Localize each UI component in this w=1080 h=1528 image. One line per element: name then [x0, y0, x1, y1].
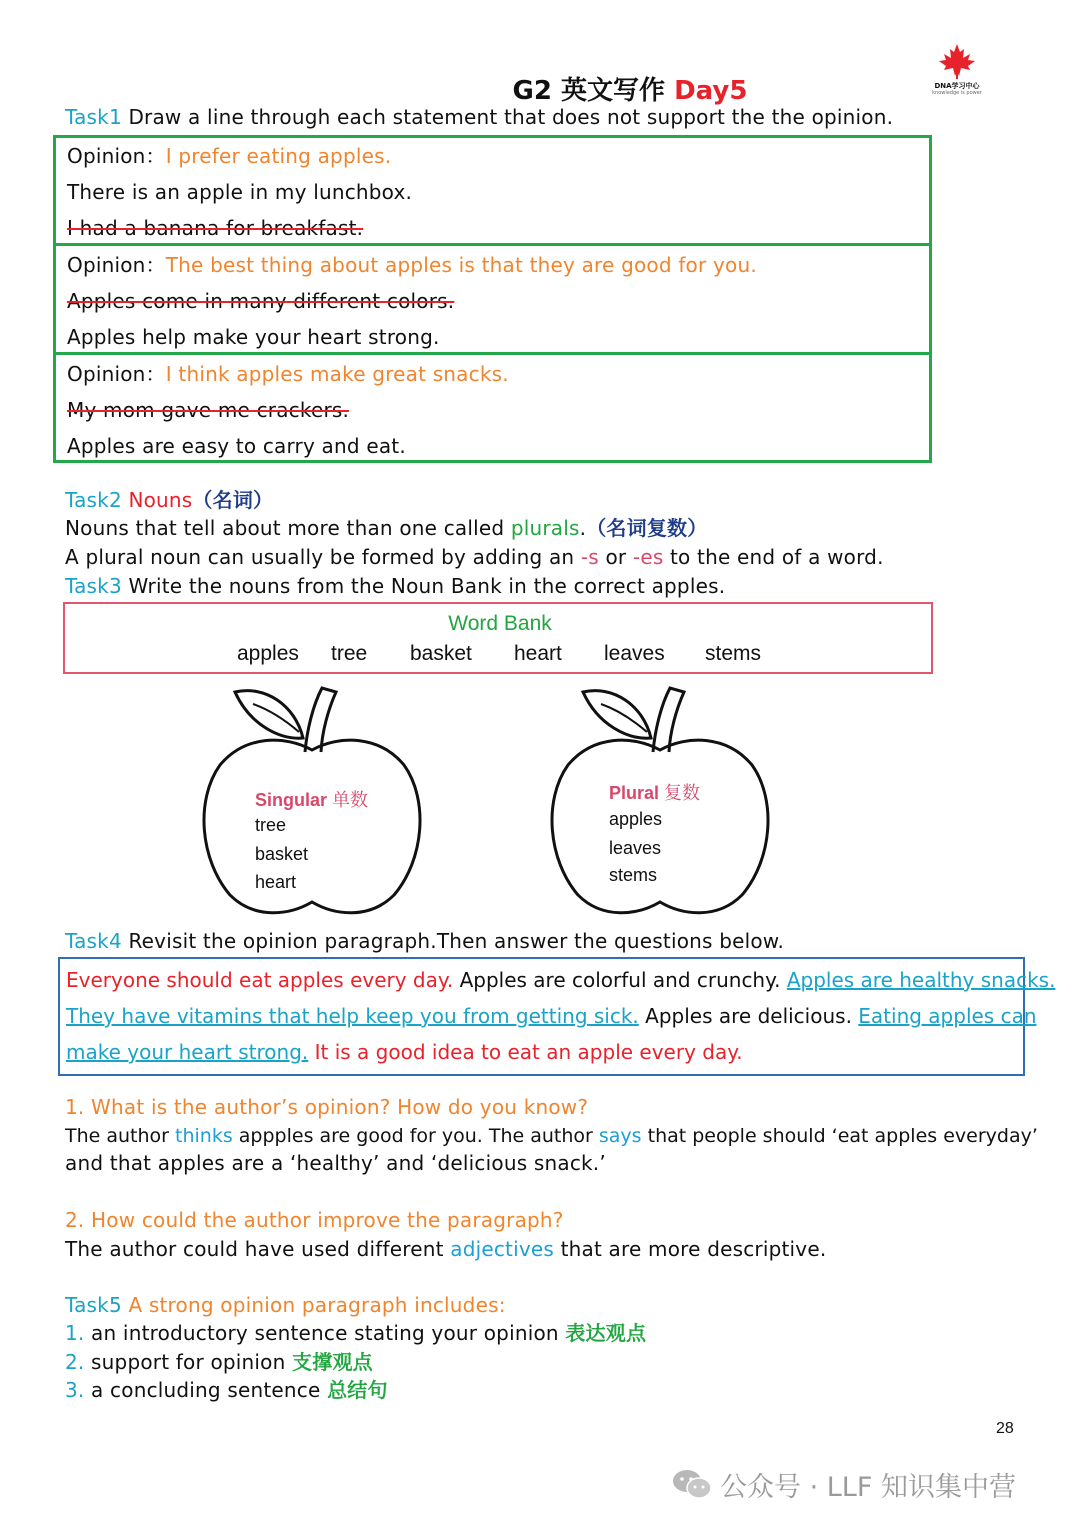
keyword-adjectives: adjectives [450, 1237, 555, 1261]
task2-line1 [65, 516, 707, 540]
singular-cn: 单数 [332, 790, 369, 810]
list-cn: 表达观点 [565, 1321, 647, 1345]
bank-word: apples [237, 642, 299, 665]
paragraph-line-3 [66, 1040, 743, 1064]
task2-title-cn: （名词） [192, 488, 274, 512]
task3-instruction [65, 574, 725, 598]
opinion-text: I prefer eating apples. [165, 144, 392, 168]
list-text: an introductory sentence stating your opinion [91, 1321, 559, 1345]
bank-word: basket [410, 642, 472, 665]
keyword-says: says [598, 1125, 642, 1147]
period: . [579, 516, 587, 540]
opinion-label: Opinion： [67, 362, 166, 386]
paragraph-line-2 [66, 1004, 1037, 1028]
task2-text: Nouns that tell about more than one called [65, 516, 505, 540]
list-cn: 总结句 [327, 1378, 388, 1402]
answer-1-line-2: and that apples are a ‘healthy’ and ‘delicious snack.’ [65, 1151, 606, 1175]
task2-text: to the end of a word. [670, 545, 884, 569]
opinion-label: Opinion： [67, 253, 166, 277]
task3-label: Task3 [65, 574, 122, 598]
opinion-paragraph-box [58, 957, 1056, 1076]
task2-heading [65, 488, 273, 512]
paragraph-line-1 [66, 968, 1055, 992]
plural-cn: 复数 [664, 783, 701, 803]
page-number: 28 [996, 1420, 1014, 1437]
suffix-s: -s [580, 545, 599, 569]
keyword-thinks: thinks [175, 1125, 233, 1147]
question-1: 1. What is the author’s opinion? How do you know? [65, 1095, 589, 1119]
page-title [0, 70, 1080, 107]
word-bank [63, 602, 933, 674]
answer-text: The author [65, 1125, 176, 1147]
list-cn: 支撑观点 [292, 1350, 373, 1374]
task2-text: A plural noun can usually be formed by adding an [65, 545, 575, 569]
title-text: G2 英文写作 [512, 76, 666, 106]
singular-word: basket [255, 844, 309, 864]
plurals-cn: （名词复数） [586, 516, 708, 540]
task3-text: Write the nouns from the Noun Bank in the correct apples. [128, 574, 726, 598]
bank-word: leaves [604, 642, 665, 665]
task2-title: Nouns [128, 488, 193, 512]
plural-label: Plural [609, 783, 660, 803]
list-item [65, 1378, 388, 1402]
watermark [672, 1464, 1016, 1504]
opinion-text: The best thing about apples is that they are good for you. [165, 253, 757, 277]
supporting-sentence: make your heart strong. [66, 1040, 309, 1064]
topic-sentence: Everyone should eat apples every day. [66, 968, 454, 992]
task2-or: or [605, 545, 627, 569]
answer-1-line-1 [65, 1124, 1038, 1148]
suffix-es: -es [632, 545, 664, 569]
list-item [65, 1350, 373, 1374]
singular-word: tree [255, 815, 287, 835]
singular-label: Singular [255, 790, 328, 810]
task5-instruction [65, 1293, 506, 1317]
plurals-term: plurals [510, 516, 580, 540]
bank-word: stems [705, 642, 762, 665]
list-item [65, 1321, 646, 1345]
task1-text: Draw a line through each statement that does not support the the opinion. [128, 105, 894, 129]
task5-label: Task5 [65, 1293, 122, 1317]
list-number: 2. [65, 1350, 85, 1374]
list-number: 3. [65, 1378, 85, 1402]
opinion-text: I think apples make great snacks. [165, 362, 509, 386]
plural-word: leaves [609, 838, 662, 858]
opinion-line [67, 253, 757, 277]
bank-word: heart [514, 642, 562, 665]
singular-apple [195, 680, 430, 920]
statement: There is an apple in my lunchbox. [67, 180, 413, 204]
title-day: Day5 [674, 76, 748, 106]
task4-label: Task4 [65, 929, 122, 953]
bank-word: tree [331, 642, 368, 665]
question-2: 2. How could the author improve the paragraph? [65, 1208, 564, 1232]
supporting-sentence: Apples are healthy snacks. [786, 968, 1056, 992]
statement-crossed: Apples come in many different colors. [67, 289, 455, 313]
task1-instruction [65, 105, 893, 129]
plural-word: apples [609, 809, 663, 829]
list-text: a concluding sentence [91, 1378, 321, 1402]
singular-word: heart [255, 872, 297, 892]
logo-text: DNA学习中心 [934, 82, 980, 90]
wechat-icon [672, 1467, 712, 1501]
logo [925, 42, 989, 102]
statement-crossed: My mom gave me crackers. [67, 398, 350, 422]
task2-line2 [65, 545, 884, 569]
opinion-label: Opinion： [67, 144, 166, 168]
concluding-sentence: It is a good idea to eat an apple every day. [308, 1040, 743, 1064]
task5-text: A strong opinion paragraph includes: [128, 1293, 506, 1317]
answer-text: that are more descriptive. [554, 1237, 827, 1261]
list-number: 1. [65, 1321, 85, 1345]
opinion-box-2 [53, 243, 932, 355]
opinion-line [67, 144, 391, 168]
singular-title [255, 786, 368, 812]
opinion-box-3 [53, 352, 932, 463]
answer-text: appples are good for you. The author [232, 1125, 599, 1147]
logo-tagline: knowledge is power [932, 90, 982, 96]
answer-text: that people should ‘eat apples everyday’ [641, 1125, 1038, 1147]
word-bank-title: Word Bank [448, 612, 552, 635]
opinion-box-1 [53, 135, 932, 246]
task4-instruction [65, 929, 784, 953]
maple-leaf-icon [937, 42, 977, 80]
opinion-line [67, 362, 509, 386]
plural-apple [543, 680, 778, 920]
task4-text: Revisit the opinion paragraph.Then answer the questions below. [128, 929, 785, 953]
answer-2 [65, 1237, 826, 1261]
paragraph-text: Apples are colorful and crunchy. [453, 968, 787, 992]
statement: Apples help make your heart strong. [67, 325, 440, 349]
task1-label: Task1 [65, 105, 122, 129]
task2-label: Task2 [65, 488, 122, 512]
watermark-text: 公众号 · LLF 知识集中营 [720, 1471, 1016, 1503]
list-text: support for opinion [91, 1350, 286, 1374]
plural-word: stems [609, 865, 658, 885]
statement: Apples are easy to carry and eat. [67, 434, 406, 458]
paragraph-text: Apples are delicious. [638, 1004, 859, 1028]
supporting-sentence: Eating apples can [858, 1004, 1037, 1028]
supporting-sentence: They have vitamins that help keep you from getting sick. [66, 1004, 639, 1028]
statement-crossed: I had a banana for breakfast. [67, 216, 364, 240]
plural-title [609, 779, 700, 805]
answer-text: The author could have used different [65, 1237, 451, 1261]
